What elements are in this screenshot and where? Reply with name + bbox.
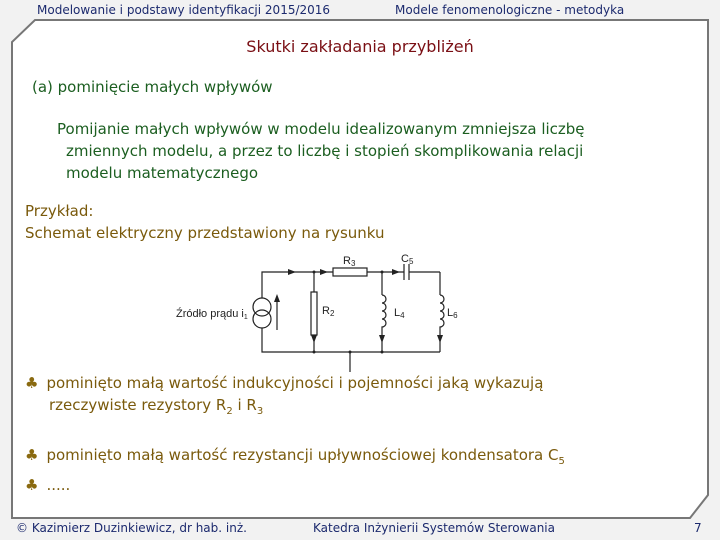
bullet-item-2 <box>25 444 565 473</box>
r3-label: R <box>343 255 351 267</box>
paragraph-line-1: Pomijanie małych wpływów w modelu idealizowanym zmniejsza liczbę <box>57 120 585 138</box>
section-heading: (a) pominięcie małych wpływów <box>32 78 273 96</box>
bullet-item-1 <box>25 372 543 423</box>
svg-text:C5 <box>401 253 414 266</box>
bullet-1-mid: i R <box>232 396 257 414</box>
topic-header: Modele fenomenologiczne - metodyka <box>395 3 625 17</box>
club-icon: ♣ <box>25 476 39 494</box>
svg-text:L6 <box>447 307 458 320</box>
paragraph-line-2: zmiennych modelu, a przez to liczbę i stopień skomplikowania relacji <box>66 142 584 160</box>
c5-label: C <box>401 253 409 265</box>
l6-label: L <box>447 307 454 319</box>
svg-text:R3 <box>343 255 356 268</box>
l4-sub: 4 <box>400 311 405 320</box>
l6-sub: 6 <box>453 311 458 320</box>
page-number: 7 <box>694 521 702 535</box>
r3-sub: 3 <box>350 259 356 268</box>
svg-text:L4 <box>394 307 405 320</box>
bullet-item-3 <box>25 474 70 496</box>
bullet-1-sub-2: 3 <box>256 406 264 417</box>
bullet-1-sub-1: 2 <box>226 406 233 417</box>
svg-text:Źródło prądu i1 <box>176 307 248 321</box>
club-icon: ♣ <box>25 446 39 464</box>
r2-sub: 2 <box>329 309 335 318</box>
example-label: Przykład: <box>25 202 94 220</box>
r2-label: R <box>322 305 330 317</box>
example-text: Schemat elektryczny przedstawiony na rysunku <box>25 224 385 242</box>
bullet-1-line-1: pominięto małą wartość indukcyjności i pojemności jaką wykazują <box>46 374 544 392</box>
l4-label: L <box>394 307 401 319</box>
source-label: Źródło prądu i <box>176 308 244 320</box>
bullet-1-line-2: rzeczywiste rezystory R <box>49 396 227 414</box>
bullet-2-sub: 5 <box>558 456 565 467</box>
bullet-2-text: pominięto małą wartość rezystancji upływnościowej kondensatora C <box>46 446 559 464</box>
source-sub: 1 <box>243 314 248 321</box>
slide-title: Skutki zakładania przybliżeń <box>246 37 474 56</box>
footer-author: © Kazimierz Duzinkiewicz, dr hab. inż. <box>16 521 247 535</box>
bullet-3-text: ..... <box>46 476 71 494</box>
c5-sub: 5 <box>408 257 414 266</box>
paragraph-line-3: modelu matematycznego <box>66 164 259 182</box>
svg-text:R2 <box>322 305 335 318</box>
course-header: Modelowanie i podstawy identyfikacji 2015/2016 <box>37 3 331 17</box>
club-icon: ♣ <box>25 374 39 392</box>
footer-dept: Katedra Inżynierii Systemów Sterowania <box>313 521 555 535</box>
